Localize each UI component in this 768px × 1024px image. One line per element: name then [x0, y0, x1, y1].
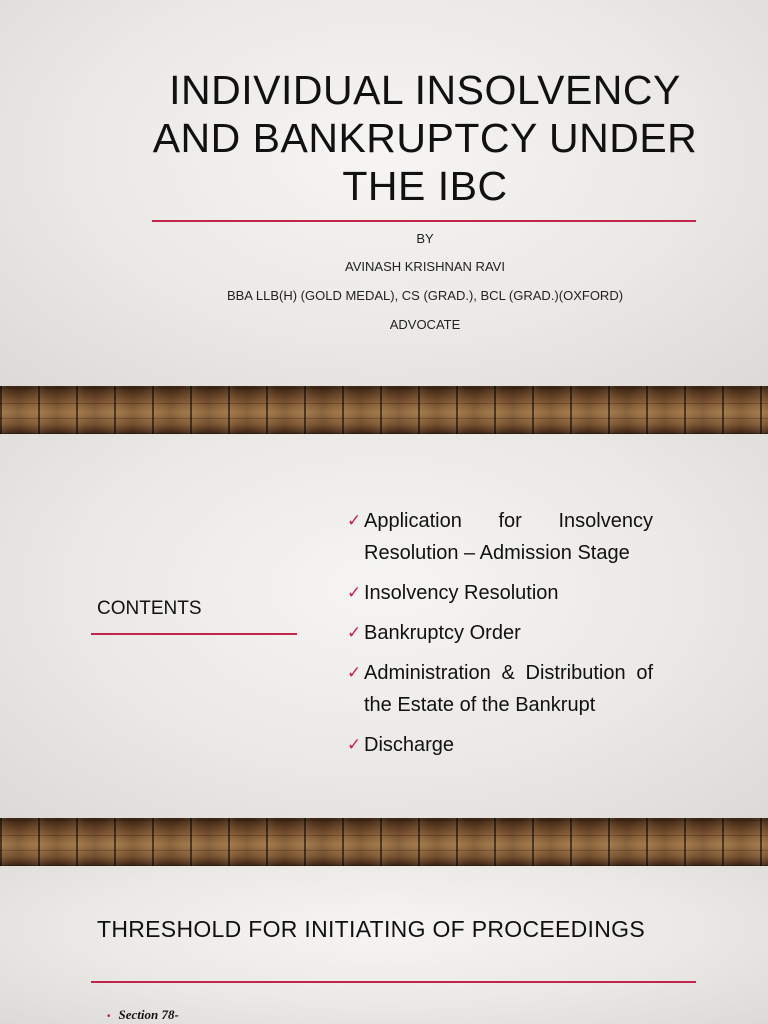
checkmark-icon: ✓: [347, 735, 362, 754]
author-name: AVINASH KRISHNAN RAVI: [345, 259, 505, 274]
list-item-label: Bankruptcy Order: [364, 622, 521, 644]
threshold-heading: THRESHOLD FOR INITIATING OF PROCEEDINGS: [97, 916, 645, 942]
section-label: Section 78-: [118, 1007, 179, 1022]
checkmark-icon: ✓: [347, 623, 362, 642]
contents-divider: [91, 633, 297, 635]
author-designation: ADVOCATE: [389, 317, 461, 332]
threshold-slide: [0, 866, 768, 1024]
list-item-label: Insolvency Resolution: [364, 582, 559, 604]
checkmark-icon: ✓: [347, 663, 362, 682]
section-bullet: [107, 1007, 179, 1023]
title-divider: [152, 220, 696, 222]
checkmark-icon: ✓: [347, 583, 362, 602]
list-item-label: Discharge: [364, 734, 455, 756]
title-line-2: AND BANKRUPTCY UNDER: [152, 115, 698, 161]
wood-floor-divider-2: [0, 818, 768, 866]
contents-list: [347, 505, 653, 769]
wood-floor-divider-1: [0, 386, 768, 434]
slide-title: [130, 66, 720, 210]
threshold-divider: [91, 981, 696, 983]
list-item: [347, 577, 653, 609]
list-item-label: Application for Insolvency Resolution – Admission Stage: [364, 510, 653, 564]
list-item-label: Administration & Distribution of the Estate of the Bankrupt: [364, 662, 653, 716]
title-slide: [0, 0, 768, 386]
author-credentials: BBA LLB(H) (GOLD MEDAL), CS (GRAD.), BCL (GRAD.)(OXFORD): [226, 288, 624, 303]
contents-heading: CONTENTS: [97, 598, 202, 619]
list-item: [347, 657, 653, 721]
byline: BY: [416, 231, 434, 246]
checkmark-icon: ✓: [347, 511, 362, 530]
list-item: [347, 617, 653, 649]
title-line-1: INDIVIDUAL INSOLVENCY: [169, 67, 681, 113]
list-item: [347, 729, 653, 761]
title-line-3: THE IBC: [342, 163, 508, 209]
bullet-icon: •: [107, 1011, 111, 1022]
list-item: [347, 505, 653, 569]
